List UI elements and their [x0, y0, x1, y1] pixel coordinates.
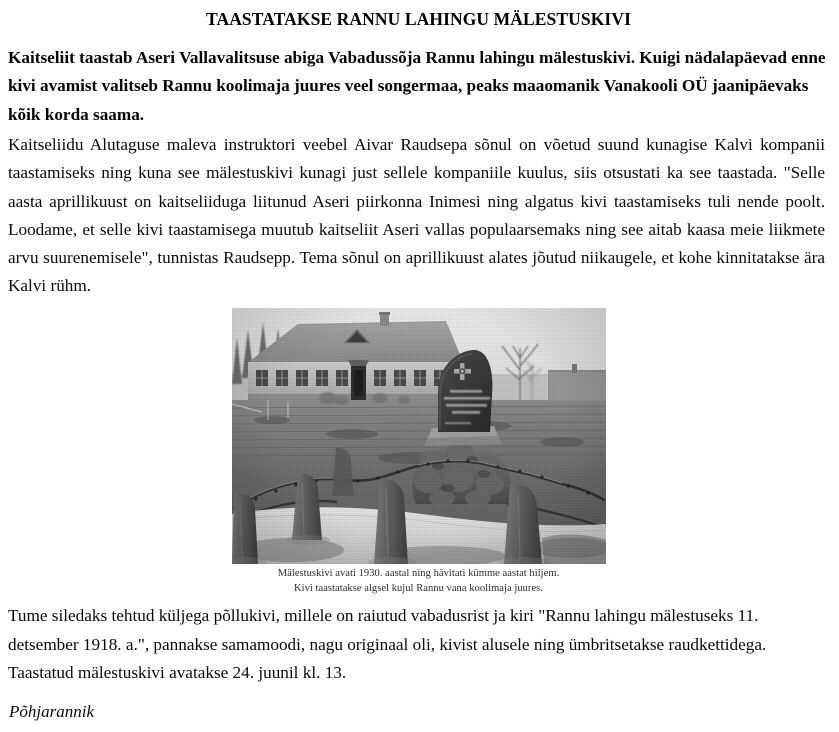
photo-canvas [232, 308, 606, 564]
article-photo [232, 308, 606, 564]
caption-line-2: Kivi taastatakse algsel kujul Rannu vana koolimaja juures. [293, 582, 543, 594]
article-lead-paragraph: Kaitseliit taastab Aseri Vallavalitsuse abiga Vabadussõja Rannu lahingu mälestuskivi. Kuigi nädalapäevad enne kivi avamist valitseb Rannu koolimaja juures veel songermaa, peaks maaomanik Vanakooli OÜ jaanipäevaks kõik korda saama. [8, 48, 826, 124]
page-title: TAASTATAKSE RANNU LAHINGU MÄLESTUSKIVI [205, 9, 631, 29]
historical-photograph-illustration [232, 308, 606, 564]
article-paragraph-2: Tume siledaks tehtud küljega põllukivi, millele on raiutud vabadusrist ja kiri "Rannu lahingu mälestuseks 11. detsember 1918. a.", pannakse samamoodi, nagu originaal oli, kivist alusele ning ümbritsetakse raudkettidega. Taastatud mälestuskivi avatakse 24. juunil kl. 13. [8, 606, 767, 682]
caption-line-1: Mälestuskivi avati 1930. aastal ning hävitati kümme aastat hiljem. [277, 568, 560, 580]
article-paragraph-1: Kaitseliidu Alutaguse maleva instruktori veebel Aivar Raudsepa sõnul on võetud suund kunagise Kalvi kompanii taastamiseks ning kuna see mälestuskivi kunagi just sellele kompaniile kuulus, siis otsustati ka see taastada. "Selle aasta aprillikuust on kaitseliiduga liitunud Aseri piirkonna Inimesi ning algatus kivi taastamiseks tuli nende poolt. Loodame, et selle kivi taastamisega muutub kaitseliit Aseri vallas populaarsemaks ning see aitab kaasa meie liikmete arvu suurenemisele", tunnistas Raudsepp. Tema sõnul on aprillikuust alates jõutud niikaugele, et kohe kinnitatakse ära Kalvi rühm. [8, 135, 825, 296]
figure-caption [189, 567, 649, 596]
article-figure [8, 308, 829, 596]
article-page [0, 9, 839, 732]
article-byline: Põhjarannik [9, 702, 94, 722]
